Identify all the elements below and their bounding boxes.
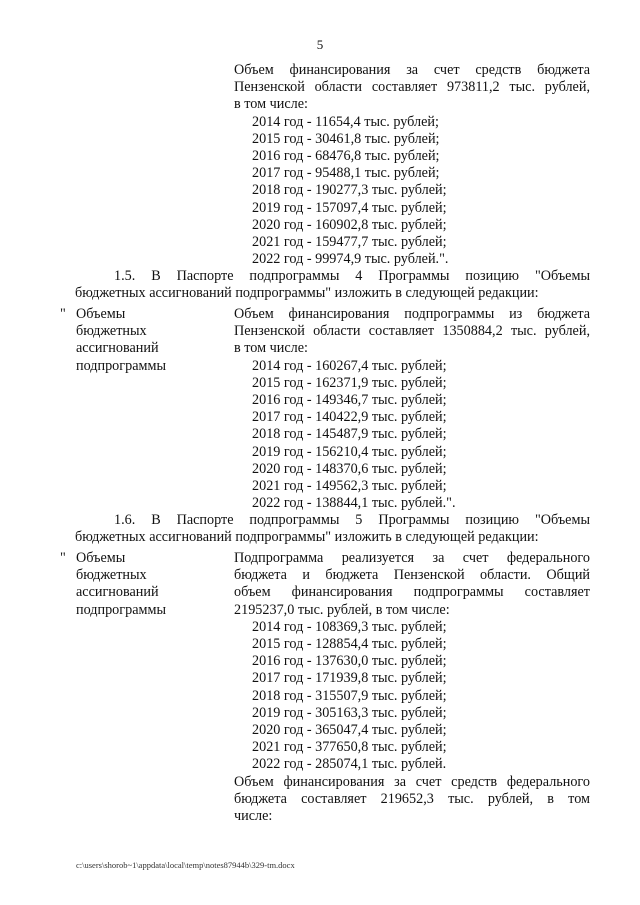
- year-list: [234, 114, 590, 269]
- year-item: 2017 год - 95488,1 тыс. рублей;: [252, 165, 440, 182]
- funding-block-1: [234, 62, 590, 268]
- label-line: подпрограммы: [76, 357, 166, 374]
- funding-text-line: Объем финансирования подпрограммы из бюджета: [234, 306, 590, 322]
- year-item: 2021 год - 149562,3 тыс. рублей;: [252, 478, 447, 495]
- paragraph-line: 1.5. В Паспорте подпрограммы 4 Программы позицию "Объемы: [114, 268, 590, 284]
- year-item: 2015 год - 162371,9 тыс. рублей;: [252, 374, 447, 391]
- passport-field-label: [76, 550, 226, 619]
- funding-text-line: 2195237,0 тыс. рублей, в том числе:: [234, 601, 450, 618]
- passport-field-label: [76, 306, 226, 375]
- label-line: Объемы: [76, 550, 126, 566]
- year-item: 2019 год - 305163,3 тыс. рублей;: [252, 704, 447, 721]
- year-item: 2017 год - 171939,8 тыс. рублей;: [252, 670, 447, 687]
- year-item: 2016 год - 137630,0 тыс. рублей;: [252, 653, 447, 670]
- year-item: 2014 год - 11654,4 тыс. рублей;: [252, 113, 439, 130]
- funding-text-line: Пензенской области составляет 973811,2 тыс. рублей,: [234, 79, 590, 96]
- opening-quote: ": [60, 306, 66, 322]
- paragraph-1-6: [75, 512, 590, 546]
- year-item: 2015 год - 128854,4 тыс. рублей;: [252, 636, 447, 653]
- funding-text-line: в том числе:: [234, 340, 308, 357]
- year-item: 2018 год - 145487,9 тыс. рублей;: [252, 426, 447, 443]
- year-item: 2022 год - 285074,1 тыс. рублей.: [252, 756, 447, 773]
- funding-text-line: Объем финансирования за счет средств федерального: [234, 773, 590, 790]
- year-list: [234, 619, 590, 774]
- label-line: бюджетных: [76, 323, 147, 340]
- year-item: 2018 год - 190277,3 тыс. рублей;: [252, 182, 447, 199]
- funding-text-line: объем финансирования подпрограммы составляет: [234, 584, 590, 601]
- funding-block-2: [234, 306, 590, 512]
- label-line: подпрограммы: [76, 601, 166, 618]
- year-item: 2015 год - 30461,8 тыс. рублей;: [252, 130, 440, 147]
- document-file-path: c:\users\shorob~1\appdata\local\temp\notes87944b\329-tm.docx: [76, 860, 295, 870]
- label-line: ассигнований: [76, 340, 159, 357]
- opening-quote: ": [60, 550, 66, 566]
- funding-text-line: Пензенской области составляет 1350884,2 тыс. рублей,: [234, 323, 590, 340]
- year-item: 2014 год - 108369,3 тыс. рублей;: [252, 618, 447, 635]
- year-item: 2022 год - 99974,9 тыс. рублей.".: [252, 251, 449, 268]
- year-item: 2019 год - 156210,4 тыс. рублей;: [252, 443, 447, 460]
- page-number: 5: [316, 37, 324, 52]
- year-item: 2021 год - 377650,8 тыс. рублей;: [252, 739, 447, 756]
- year-item: 2020 год - 148370,6 тыс. рублей;: [252, 460, 447, 477]
- funding-text-line: в том числе:: [234, 96, 308, 113]
- paragraph-line: бюджетных ассигнований подпрограммы" изложить в следующей редакции:: [75, 529, 539, 546]
- year-item: 2021 год - 159477,7 тыс. рублей;: [252, 234, 447, 251]
- year-item: 2016 год - 68476,8 тыс. рублей;: [252, 148, 440, 165]
- funding-text-line: бюджета и бюджета Пензенской области. Общий: [234, 567, 590, 584]
- year-item: 2022 год - 138844,1 тыс. рублей.".: [252, 495, 456, 512]
- year-item: 2017 год - 140422,9 тыс. рублей;: [252, 409, 447, 426]
- paragraph-line: 1.6. В Паспорте подпрограммы 5 Программы позицию "Объемы: [114, 512, 590, 528]
- year-item: 2016 год - 149346,7 тыс. рублей;: [252, 392, 447, 409]
- year-item: 2014 год - 160267,4 тыс. рублей;: [252, 357, 447, 374]
- funding-text-line: числе:: [234, 808, 273, 825]
- paragraph-1-5: [75, 268, 590, 302]
- label-line: Объемы: [76, 306, 126, 322]
- label-line: бюджетных: [76, 567, 147, 584]
- label-line: ассигнований: [76, 584, 159, 601]
- funding-text-line: бюджета составляет 219652,3 тыс. рублей, в том: [234, 790, 590, 807]
- year-list: [234, 358, 590, 513]
- year-item: 2019 год - 157097,4 тыс. рублей;: [252, 199, 447, 216]
- year-item: 2018 год - 315507,9 тыс. рублей;: [252, 687, 447, 704]
- paragraph-line: бюджетных ассигнований подпрограммы" изложить в следующей редакции:: [75, 285, 539, 302]
- year-item: 2020 год - 365047,4 тыс. рублей;: [252, 722, 447, 739]
- year-item: 2020 год - 160902,8 тыс. рублей;: [252, 216, 447, 233]
- funding-text-line: Подпрограмма реализуется за счет федерального: [234, 550, 590, 566]
- funding-block-3: [234, 550, 590, 825]
- funding-text-line: Объем финансирования за счет средств бюджета: [234, 62, 590, 78]
